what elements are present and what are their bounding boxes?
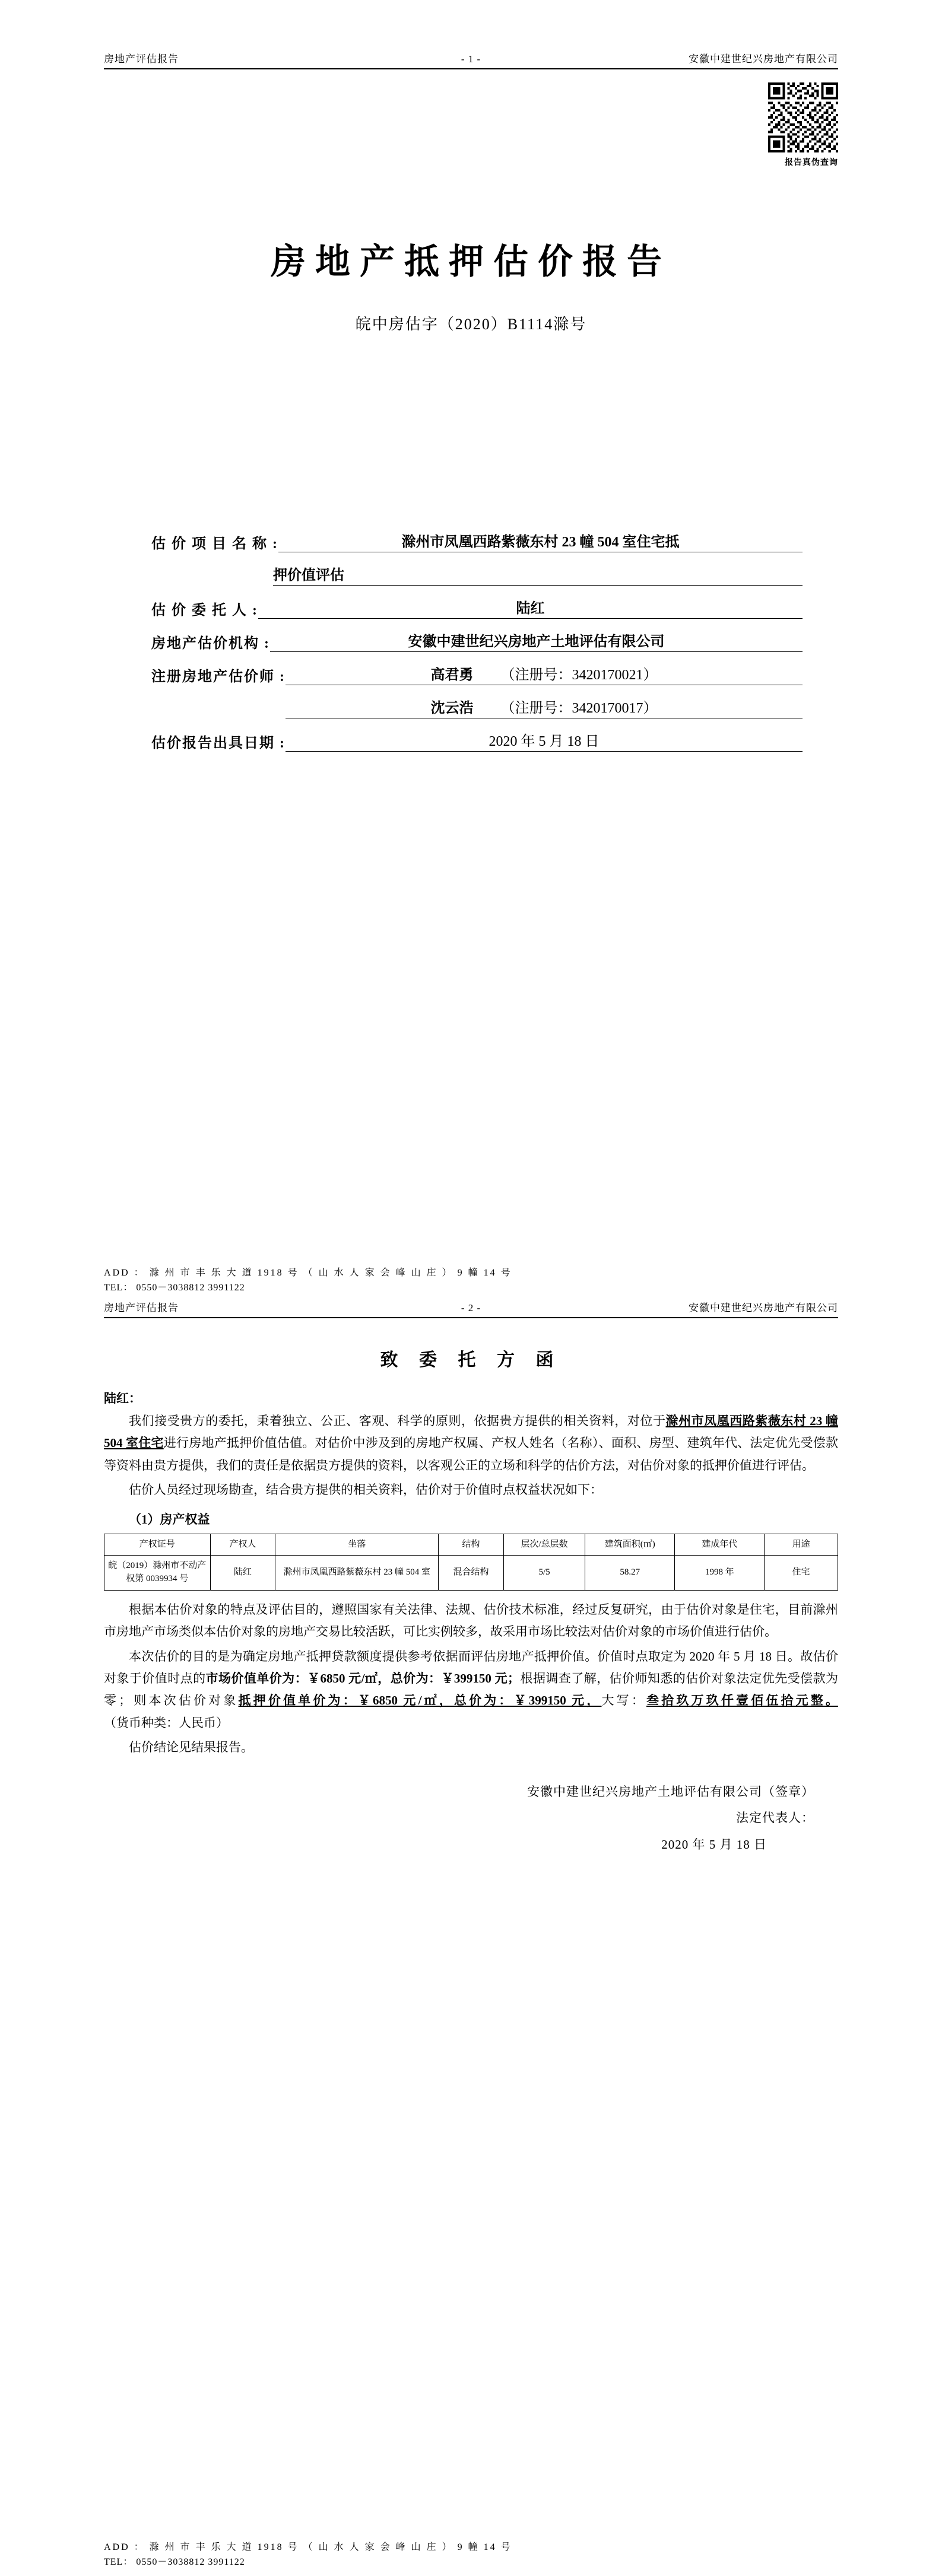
header-page-number-2: - 2 - [461,1302,481,1314]
td-structure: 混合结构 [439,1556,504,1591]
header-page-number: - 1 - [461,53,481,65]
letter-paragraph-3: 根据本估价对象的特点及评估目的，遵照国家有关法律、法规、估价技术标准，经过反复研究，由于估价对象是住宅，目前滁州市房地产市场类似本估价对象的房地产交易比较活跃，可比实例较多，故采用市场比较法对估价对象的市场价值进行估价。 [104,1602,838,1639]
footer-telephone-2: TEL： 0550－3038812 3991122 [104,2557,245,2567]
field-appraiser-1-value [286,663,803,685]
report-fields [104,530,838,752]
letter-title: 致 委 托 方 函 [380,1350,562,1370]
signature-date: 2020 年 5 月 18 日 [661,1837,767,1852]
report-number: 皖中房估字（2020）B1114滁号 [355,316,587,333]
th-location: 坐落 [275,1534,439,1556]
appraiser-2-name: 沈云浩 [430,701,474,716]
signature-company: 安徽中建世纪兴房地产土地评估有限公司（签章） [527,1785,814,1799]
th-structure: 结构 [439,1534,504,1556]
qr-code-icon[interactable] [768,82,838,152]
field-issue-date [151,729,803,752]
th-year: 建成年代 [675,1534,765,1556]
p4-market-value: 市场价值单价为：￥6850 元/㎡，总价为：￥399150 元； [205,1671,521,1685]
field-appraiser-2 [151,696,803,718]
field-appraiser-label: 注册房地产估价师 : [151,669,286,685]
signature-block [104,1779,838,1857]
page-title: 房地产抵押估价报告 [270,242,671,281]
td-cert-no: 皖（2019）滁州市不动产权第 0039934 号 [104,1556,211,1591]
td-location: 滁州市凤凰西路紫薇东村 23 幢 504 室 [275,1556,439,1591]
field-client [151,596,803,619]
footer-address-2: ADD ： 滁 州 市 丰 乐 大 道 1918 号 （ 山 水 人 家 会 峰 山 庄 ） 9 幢 14 号 [104,2542,512,2552]
letter-paragraph-4 [104,1646,838,1735]
field-project-name-value-2: 押价值评估 [273,563,803,586]
letter-paragraph-2: 估价人员经过现场勘查，结合贵方提供的相关资料，估价对于价值时点权益状况如下： [129,1483,602,1497]
th-cert-no: 产权证号 [104,1534,211,1556]
field-client-label: 估 价 委 托 人 : [151,603,258,618]
p4-amount-in-words: 叁拾玖万玖仟壹佰伍拾元整。 [646,1693,838,1708]
appraiser-2-reg-no: （注册号：3420170017） [500,701,658,716]
page2-running-head [104,1293,838,1318]
document-page-2 [0,1293,942,2576]
field-issue-date-value: 2020 年 5 月 18 日 [286,729,803,752]
td-area: 58.27 [585,1556,675,1591]
p4-part-e: 大写： [601,1693,646,1708]
td-owner: 陆红 [210,1556,275,1591]
header-left-text: 房地产评估报告 [104,53,179,65]
p1-part-c: 进行房地产抵押价值估值。对估价中涉及到的房地产权属、产权人姓名（名称）、面积、房型、建筑年代、法定优先受偿款等资料由贵方提供，我们的责任是依据贵方提供的资料，以客观公正的立场和科学的估价方法，对估价对象的抵押价值进行评估。 [104,1436,838,1473]
td-year: 1998 年 [675,1556,765,1591]
field-appraiser-1 [151,663,803,685]
qr-code-block [104,82,838,168]
letter-paragraph-5: 估价结论见结果报告。 [129,1740,253,1754]
th-area: 建筑面积(㎡) [585,1534,675,1556]
letter-salutation: 陆红： [104,1391,141,1405]
field-project-name [151,530,803,552]
p4-mortgage-value: 抵押价值单价为：￥6850 元/㎡，总价为：￥399150 元， [238,1693,602,1708]
field-project-name-cont [151,563,803,586]
p1-subject-property: 滁州市凤凰西路紫薇东村 23 幢 504 室住宅 [104,1414,839,1451]
th-usage: 用途 [765,1534,838,1556]
qr-code-svg [768,82,838,152]
table-row [104,1556,838,1591]
field-client-value: 陆红 [258,596,803,619]
field-appraiser-2-value [286,696,803,718]
qr-caption-label: 报告真伪查询 [785,158,838,167]
field-project-name-value: 滁州市凤凰西路紫薇东村 23 幢 504 室住宅抵 [278,530,803,552]
footer-address: ADD ： 滁 州 市 丰 乐 大 道 1918 号 （ 山 水 人 家 会 峰 山 庄 ） 9 幢 14 号 [104,1268,512,1278]
p4-part-g: （货币种类：人民币） [104,1715,229,1730]
td-floor: 5/5 [503,1556,585,1591]
table-header-row [104,1534,838,1556]
p1-part-a: 我们接受贵方的委托，秉着独立、公正、客观、科学的原则，依据贵方提供的相关资料，对位于 [129,1414,666,1428]
appraiser-1-name: 高君勇 [430,667,474,683]
page1-running-head [104,50,838,69]
section-property-rights-label: （1）房产权益 [129,1512,210,1526]
appraiser-1-reg-no: （注册号：3420170021） [500,667,658,683]
field-project-name-label: 估 价 项 目 名 称 : [151,536,278,552]
property-rights-table [104,1534,838,1591]
td-usage: 住宅 [765,1556,838,1591]
page2-footer [104,2539,838,2568]
signature-legal-rep: 法定代表人： [736,1811,814,1826]
field-issue-date-label: 估价报告出具日期 : [151,736,286,751]
letter-paragraph-1 [104,1410,838,1477]
field-agency-value: 安徽中建世纪兴房地产土地评估有限公司 [270,629,803,652]
footer-telephone: TEL： 0550－3038812 3991122 [104,1283,245,1293]
p4-part-c: 根据调查了解，估价师知悉的估价对象法定优先受偿款为零；则本次估价对象 [104,1671,839,1708]
p4-part-a: 本次估价的目的是为确定房地产抵押贷款额度提供参考依据而评估房地产抵押价值。价值时点取定为 2020 年 5 月 18 日。故估价对象于价值时点的 [104,1649,838,1685]
th-floor: 层次/总层数 [503,1534,585,1556]
field-agency-label: 房地产估价机构 : [151,636,270,651]
header-right-text: 安徽中建世纪兴房地产有限公司 [688,53,838,65]
page1-footer [104,1265,838,1293]
header-right-text-2: 安徽中建世纪兴房地产有限公司 [688,1302,838,1314]
header-left-text-2: 房地产评估报告 [104,1302,179,1314]
th-owner: 产权人 [210,1534,275,1556]
field-agency [151,629,803,652]
